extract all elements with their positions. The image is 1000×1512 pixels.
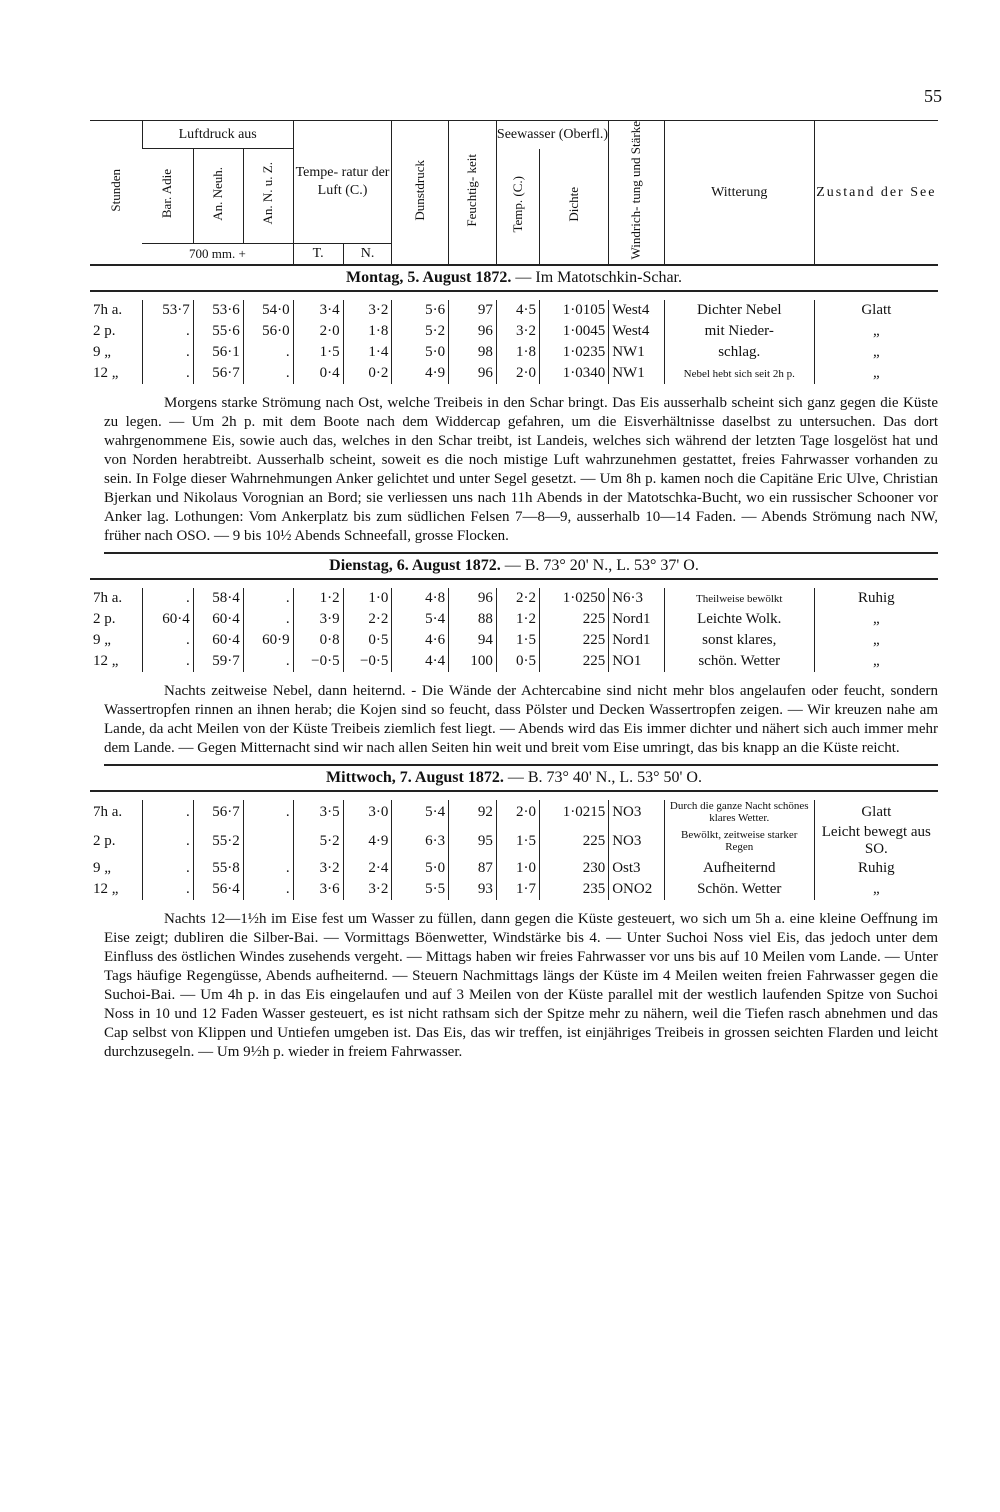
cell-temp-n: 1·0 — [343, 588, 392, 609]
cell-feuchtigkeit: 92 — [449, 800, 497, 824]
cell-witterung: schlag. — [664, 342, 814, 363]
cell-wind: West4 — [609, 321, 665, 342]
cell-dichte: 225 — [539, 609, 608, 630]
cell-bar-adie: 60·4 — [142, 609, 193, 630]
table-row — [90, 588, 938, 609]
cell-dunstdruck: 5·0 — [392, 858, 449, 879]
cell-witterung: Durch die ganze Nacht schönes klares Wetter. — [664, 800, 814, 824]
cell-see-temp: 0·5 — [496, 651, 539, 672]
cell-an-nuz: . — [243, 609, 293, 630]
col-feuchtigkeit: Feuchtig- keit — [449, 121, 497, 266]
cell-an-nuz: . — [243, 651, 293, 672]
col-witterung: Witterung — [664, 121, 814, 266]
luftdruck-base: 700 mm. + — [142, 243, 293, 265]
cell-wind: Nord1 — [609, 609, 665, 630]
cell-temp-t: 3·2 — [293, 858, 343, 879]
col-wind: Windrich- tung und Stärke — [609, 121, 665, 266]
cell-temp-t: 3·4 — [293, 300, 343, 321]
cell-an-neuh: 56·4 — [193, 879, 243, 900]
cell-zustand: Ruhig — [814, 588, 938, 609]
cell-temp-t: 2·0 — [293, 321, 343, 342]
cell-dichte: 225 — [539, 630, 608, 651]
cell-temp-t: 1·5 — [293, 342, 343, 363]
col-temperatur: Tempe- ratur der Luft (C.) — [293, 121, 392, 244]
col-dichte: Dichte — [539, 149, 608, 266]
cell-an-nuz: 60·9 — [243, 630, 293, 651]
cell-feuchtigkeit: 94 — [449, 630, 497, 651]
cell-feuchtigkeit: 88 — [449, 609, 497, 630]
cell-an-nuz: . — [243, 858, 293, 879]
cell-an-nuz: . — [243, 342, 293, 363]
cell-an-neuh: 58·4 — [193, 588, 243, 609]
cell-stunde: 2 p. — [93, 832, 116, 849]
cell-witterung: Schön. Wetter — [664, 879, 814, 900]
cell-dunstdruck: 5·4 — [392, 800, 449, 824]
table-row — [90, 879, 938, 900]
col-temp-n: N. — [343, 243, 392, 265]
cell-see-temp: 1·7 — [496, 879, 539, 900]
cell-feuchtigkeit: 98 — [449, 342, 497, 363]
cell-see-temp: 3·2 — [496, 321, 539, 342]
cell-see-temp: 1·8 — [496, 342, 539, 363]
cell-wind: NW1 — [609, 342, 665, 363]
cell-temp-n: 2·4 — [343, 858, 392, 879]
cell-stunde: 9 „ — [93, 860, 111, 877]
table-row — [90, 651, 938, 672]
cell-feuchtigkeit: 96 — [449, 588, 497, 609]
cell-dunstdruck: 4·4 — [392, 651, 449, 672]
cell-an-neuh: 56·1 — [193, 342, 243, 363]
cell-stunde: 2 p. — [93, 611, 116, 628]
cell-see-temp: 4·5 — [496, 300, 539, 321]
cell-an-neuh: 55·6 — [193, 321, 243, 342]
day-note-2: Nachts zeitweise Nebel, dann heiternd. - Die Wände der Achtercabine sind nicht mehr blos angelaufen oder feucht, sondern Wassertropfen rinnen an ihnen herab; die Kojen sind so feucht, dass Pölster und Decken Wassertropfen zeigen. — Wir kreuzen nahe am Lande, da acht Meilen von der Küste Treibeis ziemlich fest liegt. — Abends wird das Eis immer dichter und nähert sich auch immer mehr dem Lande. — Gegen Mitternacht sind wir nach allen Seiten hin weit und breit vom Eise umringt, das bis knapp an die Küste reicht. — [104, 682, 938, 766]
day-title: Dienstag, 6. August 1872. — [329, 557, 501, 575]
cell-temp-n: −0·5 — [343, 651, 392, 672]
cell-temp-n: 3·2 — [343, 300, 392, 321]
cell-dunstdruck: 5·2 — [392, 321, 449, 342]
cell-an-nuz: . — [243, 879, 293, 900]
cell-wind: NO3 — [609, 800, 665, 824]
cell-witterung: Dichter Nebel — [664, 300, 814, 321]
day-heading-2 — [90, 554, 938, 580]
day-rows — [90, 800, 938, 900]
cell-temp-n: 1·8 — [343, 321, 392, 342]
log-sheet — [90, 120, 938, 1068]
day-table-3 — [90, 800, 938, 900]
cell-temp-t: 1·2 — [293, 588, 343, 609]
col-bar-adie: Bar. Adie — [159, 168, 175, 219]
cell-an-neuh: 56·7 — [193, 363, 243, 384]
table-header — [90, 120, 938, 266]
cell-dunstdruck: 4·9 — [392, 363, 449, 384]
cell-dichte: 1·0045 — [539, 321, 608, 342]
cell-an-nuz: . — [243, 800, 293, 824]
day-table-2 — [90, 588, 938, 672]
cell-an-neuh: 53·6 — [193, 300, 243, 321]
cell-dichte: 1·0250 — [539, 588, 608, 609]
cell-dunstdruck: 6·3 — [392, 824, 449, 858]
cell-dichte: 225 — [539, 651, 608, 672]
table-row — [90, 858, 938, 879]
cell-dunstdruck: 4·8 — [392, 588, 449, 609]
cell-wind: NW1 — [609, 363, 665, 384]
cell-zustand: „ — [814, 879, 938, 900]
cell-an-nuz — [243, 824, 293, 858]
day-heading-3 — [90, 766, 938, 792]
table-row — [90, 342, 938, 363]
cell-zustand: „ — [814, 363, 938, 384]
day-place: — B. 73° 20' N., L. 53° 37' O. — [504, 557, 699, 575]
cell-an-neuh: 60·4 — [193, 630, 243, 651]
cell-see-temp: 1·0 — [496, 858, 539, 879]
cell-zustand: „ — [814, 321, 938, 342]
cell-stunde: 12 „ — [93, 365, 119, 382]
day-place: — Im Matotschkin-Schar. — [515, 269, 682, 287]
cell-dichte: 1·0340 — [539, 363, 608, 384]
day-place: — B. 73° 40' N., L. 53° 50' O. — [507, 769, 702, 787]
cell-wind: West4 — [609, 300, 665, 321]
cell-dunstdruck: 5·4 — [392, 609, 449, 630]
cell-feuchtigkeit: 100 — [449, 651, 497, 672]
cell-witterung: Leichte Wolk. — [664, 609, 814, 630]
cell-dichte: 1·0105 — [539, 300, 608, 321]
table-row — [90, 300, 938, 321]
cell-stunde: 12 „ — [93, 653, 119, 670]
day-note-3: Nachts 12—1½h im Eise fest um Wasser zu füllen, dann gegen die Küste gesteuert, wo sich um 5h a. eine kleine Oeffnung im Eise zeigt; dubliren die Silber-Bai. — Vormittags Böenwetter, Windstärke bis 4. — Unter Suchoi Noss viel Eis, das jedoch unter dem Einfluss des östlichen Windes zusehends vergeht. — Mittags haben wir freies Fahrwasser vor uns bis auf 10 Meilen vom Lande. — Unter Tags häufige Regengüsse, Abends aufheiternd. — Steuern Nachmittags längs der Küste im 4 Meilen weiten freien Fahrwasser gegen die Suchoi-Bai. — Um 4h p. in das Eis eingelaufen und auf 3 Meilen von der Küste parallel mit der westlich laufenden Spitze von Suchoi Noss in 10 und 12 Faden Wasser gesteuert, es ist nicht rathsam sich der Spitze mehr zu nähern, weil die Tiefen rasch abnehmen und das Cap selbst von Klippen und Untiefen umgeben ist. Das Eis, das wir treffen, ist einjähriges Treibeis in grossen seichten Flarden und leicht durchzusegeln. — Um 9½h p. wieder in freiem Fahrwasser. — [104, 911, 938, 1061]
cell-dunstdruck: 5·0 — [392, 342, 449, 363]
cell-stunde: 12 „ — [93, 881, 119, 898]
cell-temp-t: 3·6 — [293, 879, 343, 900]
cell-zustand: Leicht bewegt aus SO. — [814, 824, 938, 858]
cell-zustand: „ — [814, 609, 938, 630]
cell-dichte: 1·0235 — [539, 342, 608, 363]
cell-dunstdruck: 5·5 — [392, 879, 449, 900]
table-row — [90, 609, 938, 630]
cell-an-neuh: 55·8 — [193, 858, 243, 879]
cell-wind: ONO2 — [609, 879, 665, 900]
cell-feuchtigkeit: 96 — [449, 321, 497, 342]
table-row — [90, 630, 938, 651]
cell-feuchtigkeit: 95 — [449, 824, 497, 858]
cell-witterung: Aufheiternd — [664, 858, 814, 879]
cell-temp-t: 3·9 — [293, 609, 343, 630]
col-group-luftdruck: Luftdruck aus — [142, 121, 293, 149]
cell-wind: Nord1 — [609, 630, 665, 651]
cell-witterung: Bewölkt, zeitweise starker Regen — [664, 824, 814, 858]
cell-bar-adie: . — [142, 858, 193, 879]
cell-wind: Ost3 — [609, 858, 665, 879]
cell-dichte: 230 — [539, 858, 608, 879]
cell-stunde: 7h a. — [93, 803, 123, 820]
day-rows — [90, 588, 938, 672]
cell-stunde: 7h a. — [93, 302, 123, 319]
cell-an-nuz: . — [243, 588, 293, 609]
day-title: Mittwoch, 7. August 1872. — [326, 769, 504, 787]
cell-zustand: Glatt — [814, 800, 938, 824]
cell-witterung: Theilweise bewölkt — [664, 588, 814, 609]
cell-an-nuz: . — [243, 363, 293, 384]
cell-temp-t: 3·5 — [293, 800, 343, 824]
cell-an-neuh: 60·4 — [193, 609, 243, 630]
table-row — [90, 363, 938, 384]
cell-temp-t: 0·4 — [293, 363, 343, 384]
table-row — [90, 824, 938, 858]
cell-temp-n: 3·2 — [343, 879, 392, 900]
cell-witterung: mit Nieder- — [664, 321, 814, 342]
cell-stunde: 9 „ — [93, 632, 111, 649]
cell-bar-adie: . — [142, 363, 193, 384]
cell-stunde: 9 „ — [93, 344, 111, 361]
cell-zustand: Glatt — [814, 300, 938, 321]
cell-witterung: schön. Wetter — [664, 651, 814, 672]
cell-witterung: Nebel hebt sich seit 2h p. — [664, 363, 814, 384]
cell-feuchtigkeit: 97 — [449, 300, 497, 321]
day-table-1 — [90, 300, 938, 384]
col-zustand: Zustand der See — [814, 121, 938, 266]
cell-temp-n: 1·4 — [343, 342, 392, 363]
cell-bar-adie: 53·7 — [142, 300, 193, 321]
cell-an-neuh: 59·7 — [193, 651, 243, 672]
day-title: Montag, 5. August 1872. — [346, 269, 512, 287]
cell-temp-n: 0·5 — [343, 630, 392, 651]
cell-bar-adie: . — [142, 588, 193, 609]
day-note-1: Morgens starke Strömung nach Ost, welche Treibeis in den Schar bringt. Das Eis ausserhalb scheint sich ganz gegen die Küste zu legen. — Um 2h p. mit dem Boote nach dem Widdercap gefahren, um die Eisverhältnisse daselbst zu untersuchen. Das dort wahrgenommene Eis, sowie auch das, welches in den Schar treibt, ist Landeis, welches sich während der letzten Tage losgelöst hat und von Norden herabtreibt. Ausserhalb scheint, soweit es die noch mistige Luft wahrzunehmen gestattet, freies Fahrwasser vorhanden zu sein. In Folge dieser Wahrnehmungen Anker gelichtet und unter Segel gesetzt. — Um 8h p. kamen noch die Capitäne Eric Ulve, Christian Bjerkan und Nikolaus Vorognian an Bord; sie verliessen uns nach 11h Abends in der Matotschka-Bucht, wo ein russischer Schooner vor Anker lag. Lothungen: Vom Ankerplatz bis zum südlichen Felsen 7—8—9, ausserhalb 10—14 Faden. — Abends Strömung nach NW, früher nach OSO. — 9 bis 10½ Abends Schneefall, grosse Flocken. — [104, 394, 938, 554]
cell-an-nuz: 54·0 — [243, 300, 293, 321]
cell-bar-adie: . — [142, 342, 193, 363]
page-number: 55 — [924, 86, 942, 106]
cell-temp-n: 3·0 — [343, 800, 392, 824]
cell-dichte: 235 — [539, 879, 608, 900]
col-seetemp: Temp. (C.) — [496, 149, 539, 266]
cell-wind: NO3 — [609, 824, 665, 858]
day-heading-1 — [90, 266, 938, 292]
col-temp-t: T. — [293, 243, 343, 265]
cell-zustand: „ — [814, 630, 938, 651]
cell-temp-n: 0·2 — [343, 363, 392, 384]
cell-bar-adie: . — [142, 651, 193, 672]
cell-zustand: Ruhig — [814, 858, 938, 879]
cell-stunde: 2 p. — [93, 323, 116, 340]
cell-see-temp: 2·0 — [496, 800, 539, 824]
col-dunstdruck: Dunstdruck — [392, 121, 449, 266]
cell-see-temp: 1·5 — [496, 824, 539, 858]
cell-bar-adie: . — [142, 321, 193, 342]
cell-stunde: 7h a. — [93, 590, 123, 607]
cell-an-nuz: 56·0 — [243, 321, 293, 342]
cell-dichte: 225 — [539, 824, 608, 858]
cell-an-neuh: 56·7 — [193, 800, 243, 824]
cell-see-temp: 1·5 — [496, 630, 539, 651]
cell-see-temp: 1·2 — [496, 609, 539, 630]
day-rows — [90, 300, 938, 384]
cell-dichte: 1·0215 — [539, 800, 608, 824]
cell-temp-n: 2·2 — [343, 609, 392, 630]
table-row — [90, 800, 938, 824]
cell-bar-adie: . — [142, 824, 193, 858]
col-an-nuz: An. N. u. Z. — [243, 149, 293, 244]
cell-dunstdruck: 4·6 — [392, 630, 449, 651]
table-row — [90, 321, 938, 342]
cell-feuchtigkeit: 93 — [449, 879, 497, 900]
cell-bar-adie: . — [142, 800, 193, 824]
cell-wind: NO1 — [609, 651, 665, 672]
cell-zustand: „ — [814, 651, 938, 672]
cell-see-temp: 2·2 — [496, 588, 539, 609]
cell-bar-adie: . — [142, 630, 193, 651]
col-group-seewasser: Seewasser (Oberfl.) — [496, 121, 608, 149]
cell-temp-t: 0·8 — [293, 630, 343, 651]
cell-temp-t: 5·2 — [293, 824, 343, 858]
cell-temp-t: −0·5 — [293, 651, 343, 672]
cell-feuchtigkeit: 96 — [449, 363, 497, 384]
col-an-neuh: An. Neuh. — [193, 149, 243, 244]
cell-see-temp: 2·0 — [496, 363, 539, 384]
cell-bar-adie: . — [142, 879, 193, 900]
cell-feuchtigkeit: 87 — [449, 858, 497, 879]
col-stunden: Stunden — [107, 168, 123, 212]
cell-an-neuh: 55·2 — [193, 824, 243, 858]
cell-wind: N6·3 — [609, 588, 665, 609]
cell-dunstdruck: 5·6 — [392, 300, 449, 321]
cell-zustand: „ — [814, 342, 938, 363]
cell-temp-n: 4·9 — [343, 824, 392, 858]
cell-witterung: sonst klares, — [664, 630, 814, 651]
